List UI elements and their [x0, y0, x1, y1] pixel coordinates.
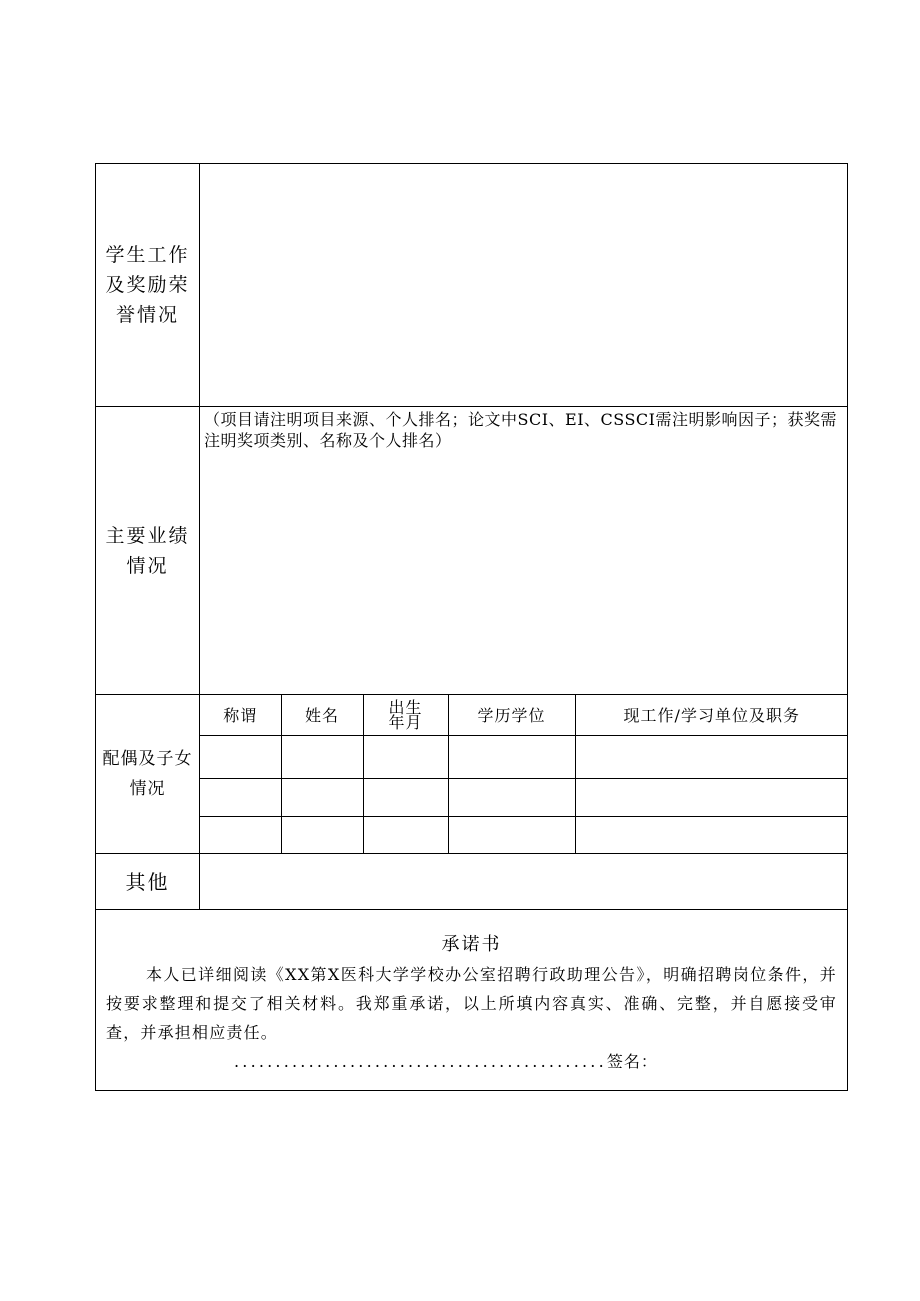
- family-cell[interactable]: [575, 778, 848, 816]
- family-cell[interactable]: [363, 735, 448, 778]
- family-row-3: [200, 816, 848, 853]
- achievements-row: [96, 407, 848, 695]
- family-row-1: [200, 735, 848, 778]
- family-table: [200, 695, 848, 853]
- family-cell[interactable]: [281, 816, 363, 853]
- other-input-area[interactable]: [200, 854, 848, 910]
- family-cell[interactable]: [575, 735, 848, 778]
- header-birth-line-2: 年月: [388, 712, 423, 732]
- signature-dots: .............................................: [234, 1052, 607, 1071]
- pledge-section: [96, 910, 848, 1091]
- other-label: 其他: [96, 854, 200, 910]
- student-work-label-line-2: 及奖励荣: [105, 274, 190, 296]
- family-table-container: [200, 695, 848, 854]
- family-cell[interactable]: [281, 735, 363, 778]
- family-cell[interactable]: [200, 735, 281, 778]
- family-header-row: [200, 695, 848, 735]
- achievements-label: [96, 407, 200, 695]
- student-work-label-line-1: 学生工作: [105, 244, 190, 266]
- family-cell[interactable]: [448, 778, 575, 816]
- signature-label: 签名：: [606, 1052, 658, 1071]
- student-work-label: [96, 164, 200, 407]
- signature-line[interactable]: [234, 1049, 837, 1075]
- header-workplace: 现工作/学习单位及职务: [575, 695, 848, 735]
- student-work-input-area[interactable]: [200, 164, 848, 407]
- student-work-row: [96, 164, 848, 407]
- pledge-row: [96, 910, 848, 1091]
- achievements-label-line-1: 主要业绩: [105, 524, 190, 547]
- header-education: 学历学位: [448, 695, 575, 735]
- family-row: [96, 695, 848, 854]
- family-cell[interactable]: [281, 778, 363, 816]
- achievements-label-line-2: 情况: [126, 554, 169, 577]
- header-birth-line-1: 出生: [388, 697, 423, 717]
- family-cell[interactable]: [575, 816, 848, 853]
- application-form-table: [95, 163, 848, 1091]
- family-cell[interactable]: [448, 816, 575, 853]
- family-cell[interactable]: [200, 816, 281, 853]
- achievements-note: （项目请注明项目来源、个人排名；论文中SCI、EI、CSSCI需注明影响因子；获奖需注明奖项类别、名称及个人排名）: [204, 410, 837, 450]
- header-birth: [363, 695, 448, 735]
- family-cell[interactable]: [448, 735, 575, 778]
- family-cell[interactable]: [363, 778, 448, 816]
- family-row-2: [200, 778, 848, 816]
- student-work-label-line-3: 誉情况: [115, 304, 179, 326]
- pledge-body: 本人已详细阅读《XX第X医科大学学校办公室招聘行政助理公告》，明确招聘岗位条件，并按要求整理和提交了相关材料。我郑重承诺，以上所填内容真实、准确、完整，并自愿接受审查，并承担相应责任。: [106, 965, 837, 1042]
- family-label-line-1: 配偶及子女: [102, 749, 193, 769]
- pledge-title: 承诺书: [441, 934, 502, 955]
- family-cell[interactable]: [200, 778, 281, 816]
- family-label-line-2: 情况: [129, 779, 166, 799]
- header-title: 称谓: [200, 695, 281, 735]
- other-row: [96, 854, 848, 910]
- family-label: [96, 695, 200, 854]
- header-name: 姓名: [281, 695, 363, 735]
- achievements-input-area[interactable]: [200, 407, 848, 695]
- family-cell[interactable]: [363, 816, 448, 853]
